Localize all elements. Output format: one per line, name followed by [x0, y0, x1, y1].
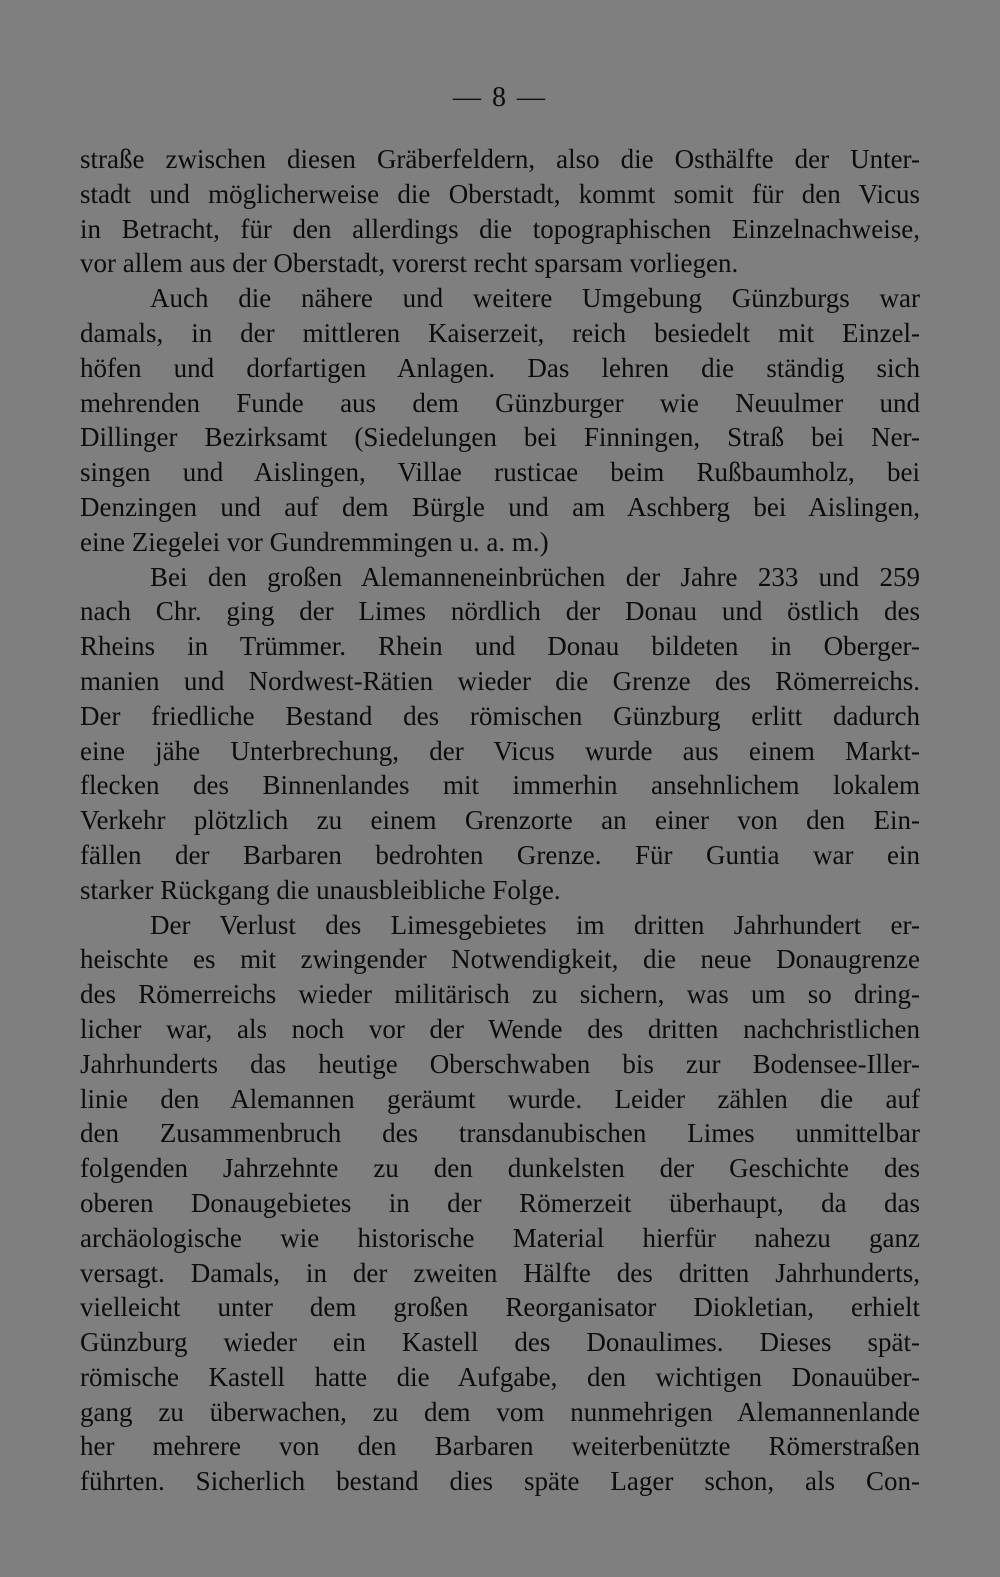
- text-line: höfen und dorfartigen Anlagen. Das lehren die ständig sich: [80, 352, 920, 383]
- text-line: fällen der Barbaren bedrohten Grenze. Für Guntia war ein: [80, 839, 920, 870]
- text-line: Dillinger Bezirksamt (Siedelungen bei Finningen, Straß bei Ner-: [80, 422, 920, 453]
- text-line: her mehrere von den Barbaren weiterbenützte Römerstraßen: [80, 1431, 920, 1462]
- text-line: vielleicht unter dem großen Reorganisator Diokletian, erhielt: [80, 1292, 920, 1323]
- page-number: — 8 —: [453, 82, 547, 113]
- text-line: folgenden Jahrzehnte zu den dunkelsten der Geschichte des: [80, 1153, 920, 1184]
- text-line: vor allem aus der Oberstadt, vorerst recht sparsam vorliegen.: [80, 248, 739, 279]
- body-text: [80, 142, 920, 1499]
- text-line: mehrenden Funde aus dem Günzburger wie Neuulmer und: [80, 387, 920, 418]
- text-line: oberen Donaugebietes in der Römerzeit überhaupt, da das: [80, 1187, 920, 1218]
- text-line: des Römerreichs wieder militärisch zu sichern, was um so dring-: [80, 979, 920, 1010]
- text-line: stadt und möglicherweise die Oberstadt, kommt somit für den Vicus: [80, 178, 920, 209]
- text-line: Rheins in Trümmer. Rhein und Donau bildeten in Oberger-: [80, 631, 920, 662]
- text-line: archäologische wie historische Material hierfür nahezu ganz: [80, 1222, 920, 1253]
- text-line: Denzingen und auf dem Bürgle und am Aschberg bei Aislingen,: [80, 491, 920, 522]
- text-line: Auch die nähere und weitere Umgebung Günzburgs war: [150, 283, 920, 314]
- text-line: Der friedliche Bestand des römischen Günzburg erlitt dadurch: [80, 700, 920, 731]
- text-line: römische Kastell hatte die Aufgabe, den wichtigen Donauüber-: [80, 1361, 920, 1392]
- text-line: Bei den großen Alemanneneinbrüchen der Jahre 233 und 259: [150, 561, 920, 592]
- text-line: Jahrhunderts das heutige Oberschwaben bis zur Bodensee-Iller-: [80, 1048, 920, 1079]
- text-line: Der Verlust des Limesgebietes im dritten Jahrhundert er-: [150, 909, 920, 940]
- text-line: damals, in der mittleren Kaiserzeit, reich besiedelt mit Einzel-: [80, 317, 920, 348]
- text-line: den Zusammenbruch des transdanubischen Limes unmittelbar: [80, 1118, 920, 1149]
- text-line: straße zwischen diesen Gräberfeldern, also die Osthälfte der Unter-: [80, 144, 920, 174]
- text-line: eine Ziegelei vor Gundremmingen u. a. m.): [80, 526, 549, 557]
- text-line: heischte es mit zwingender Notwendigkeit, die neue Donaugrenze: [80, 944, 920, 975]
- text-line: eine jähe Unterbrechung, der Vicus wurde aus einem Markt-: [80, 735, 920, 766]
- text-line: führten. Sicherlich bestand dies späte Lager schon, als Con-: [80, 1466, 920, 1497]
- text-line: versagt. Damals, in der zweiten Hälfte des dritten Jahrhunderts,: [80, 1257, 920, 1288]
- text-line: licher war, als noch vor der Wende des dritten nachchristlichen: [80, 1013, 920, 1044]
- text-line: in Betracht, für den allerdings die topographischen Einzelnachweise,: [80, 213, 920, 244]
- text-line: manien und Nordwest-Rätien wieder die Grenze des Römerreichs.: [80, 665, 920, 696]
- text-line: nach Chr. ging der Limes nördlich der Donau und östlich des: [80, 596, 920, 627]
- text-line: Verkehr plötzlich zu einem Grenzorte an einer von den Ein-: [80, 805, 920, 836]
- text-line: singen und Aislingen, Villae rusticae beim Rußbaumholz, bei: [80, 457, 920, 488]
- text-line: Günzburg wieder ein Kastell des Donaulimes. Dieses spät-: [80, 1327, 920, 1358]
- text-line: starker Rückgang die unausbleibliche Folge.: [80, 874, 561, 905]
- text-line: gang zu überwachen, zu dem vom nunmehrigen Alemannenlande: [80, 1396, 920, 1427]
- text-line: linie den Alemannen geräumt wurde. Leider zählen die auf: [80, 1083, 920, 1114]
- text-line: flecken des Binnenlandes mit immerhin ansehnlichem lokalem: [80, 770, 920, 801]
